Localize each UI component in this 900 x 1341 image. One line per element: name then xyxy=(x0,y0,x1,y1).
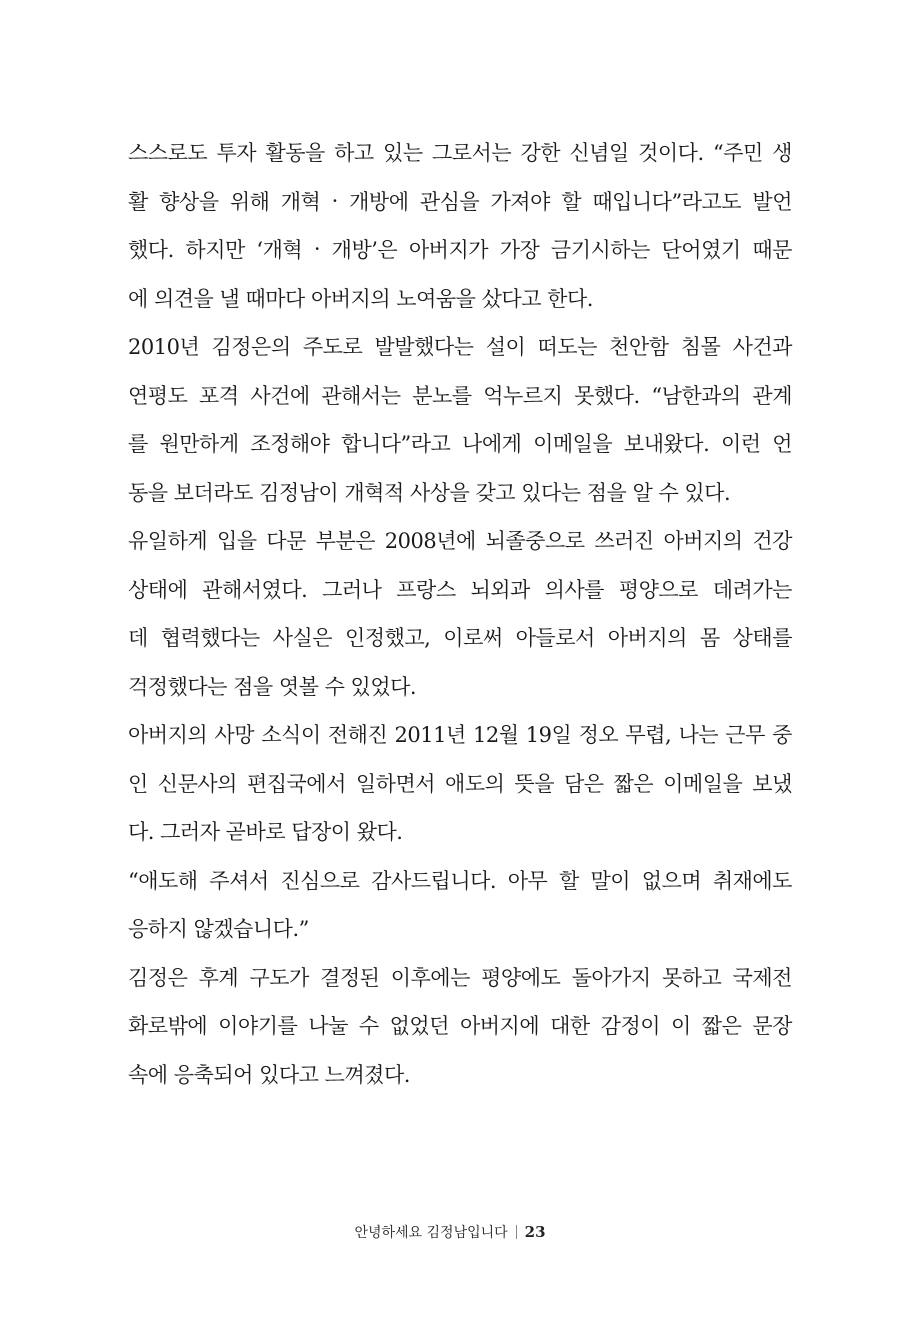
text-line: 속에 응축되어 있다고 느껴졌다. xyxy=(128,1062,410,1087)
text-line: 김정은 후계 구도가 결정된 이후에는 평양에도 돌아가지 못하고 국제전 xyxy=(128,965,792,990)
page-number: 23 xyxy=(524,1223,546,1241)
footer-divider xyxy=(516,1225,517,1239)
text-line: 다. 그러자 곧바로 답장이 왔다. xyxy=(128,820,403,845)
text-line: “애도해 주셔서 진심으로 감사드립니다. 아무 할 말이 없으며 취재에도 xyxy=(128,868,792,893)
running-title: 안녕하세요 김정남입니다 xyxy=(354,1225,508,1241)
text-line: 를 원만하게 조정해야 합니다”라고 나에게 이메일을 보내왔다. 이런 언 xyxy=(128,432,792,457)
body-text xyxy=(128,128,792,1098)
text-line: 아버지의 사망 소식이 전해진 2011년 12월 19일 정오 무렵, 나는 근무 중 xyxy=(128,723,792,748)
text-line: 데 협력했다는 사실은 인정했고, 이로써 아들로서 아버지의 몸 상태를 xyxy=(128,626,792,651)
text-line: 활 향상을 위해 개혁 · 개방에 관심을 가져야 할 때입니다”라고도 발언 xyxy=(128,188,792,214)
text-line: 했다. 하지만 ‘개혁 · 개방’은 아버지가 가장 금기시하는 단어였기 때문 xyxy=(128,237,792,263)
text-line: 상태에 관해서였다. 그러나 프랑스 뇌외과 의사를 평양으로 데려가는 xyxy=(128,577,792,602)
text-line: 동을 보더라도 김정남이 개혁적 사상을 갖고 있다는 점을 알 수 있다. xyxy=(128,480,731,505)
page-footer xyxy=(0,1222,900,1242)
text-line: 유일하게 입을 다문 부분은 2008년에 뇌졸중으로 쓰러진 아버지의 건강 xyxy=(128,529,792,554)
text-line: 스스로도 투자 활동을 하고 있는 그로서는 강한 신념일 것이다. “주민 생 xyxy=(128,141,792,166)
text-line: 걱정했다는 점을 엿볼 수 있었다. xyxy=(128,674,417,699)
text-line: 2010년 김정은의 주도로 발발했다는 설이 떠도는 천안함 침몰 사건과 xyxy=(128,335,792,360)
text-line: 응하지 않겠습니다.” xyxy=(128,917,309,942)
text-line: 인 신문사의 편집국에서 일하면서 애도의 뜻을 담은 짧은 이메일을 보냈 xyxy=(128,771,792,796)
text-line: 에 의견을 낼 때마다 아버지의 노여움을 샀다고 한다. xyxy=(128,286,593,311)
text-line: 연평도 포격 사건에 관해서는 분노를 억누르지 못했다. “남한과의 관계 xyxy=(128,383,792,408)
text-line: 화로밖에 이야기를 나눌 수 없었던 아버지에 대한 감정이 이 짧은 문장 xyxy=(128,1014,792,1039)
